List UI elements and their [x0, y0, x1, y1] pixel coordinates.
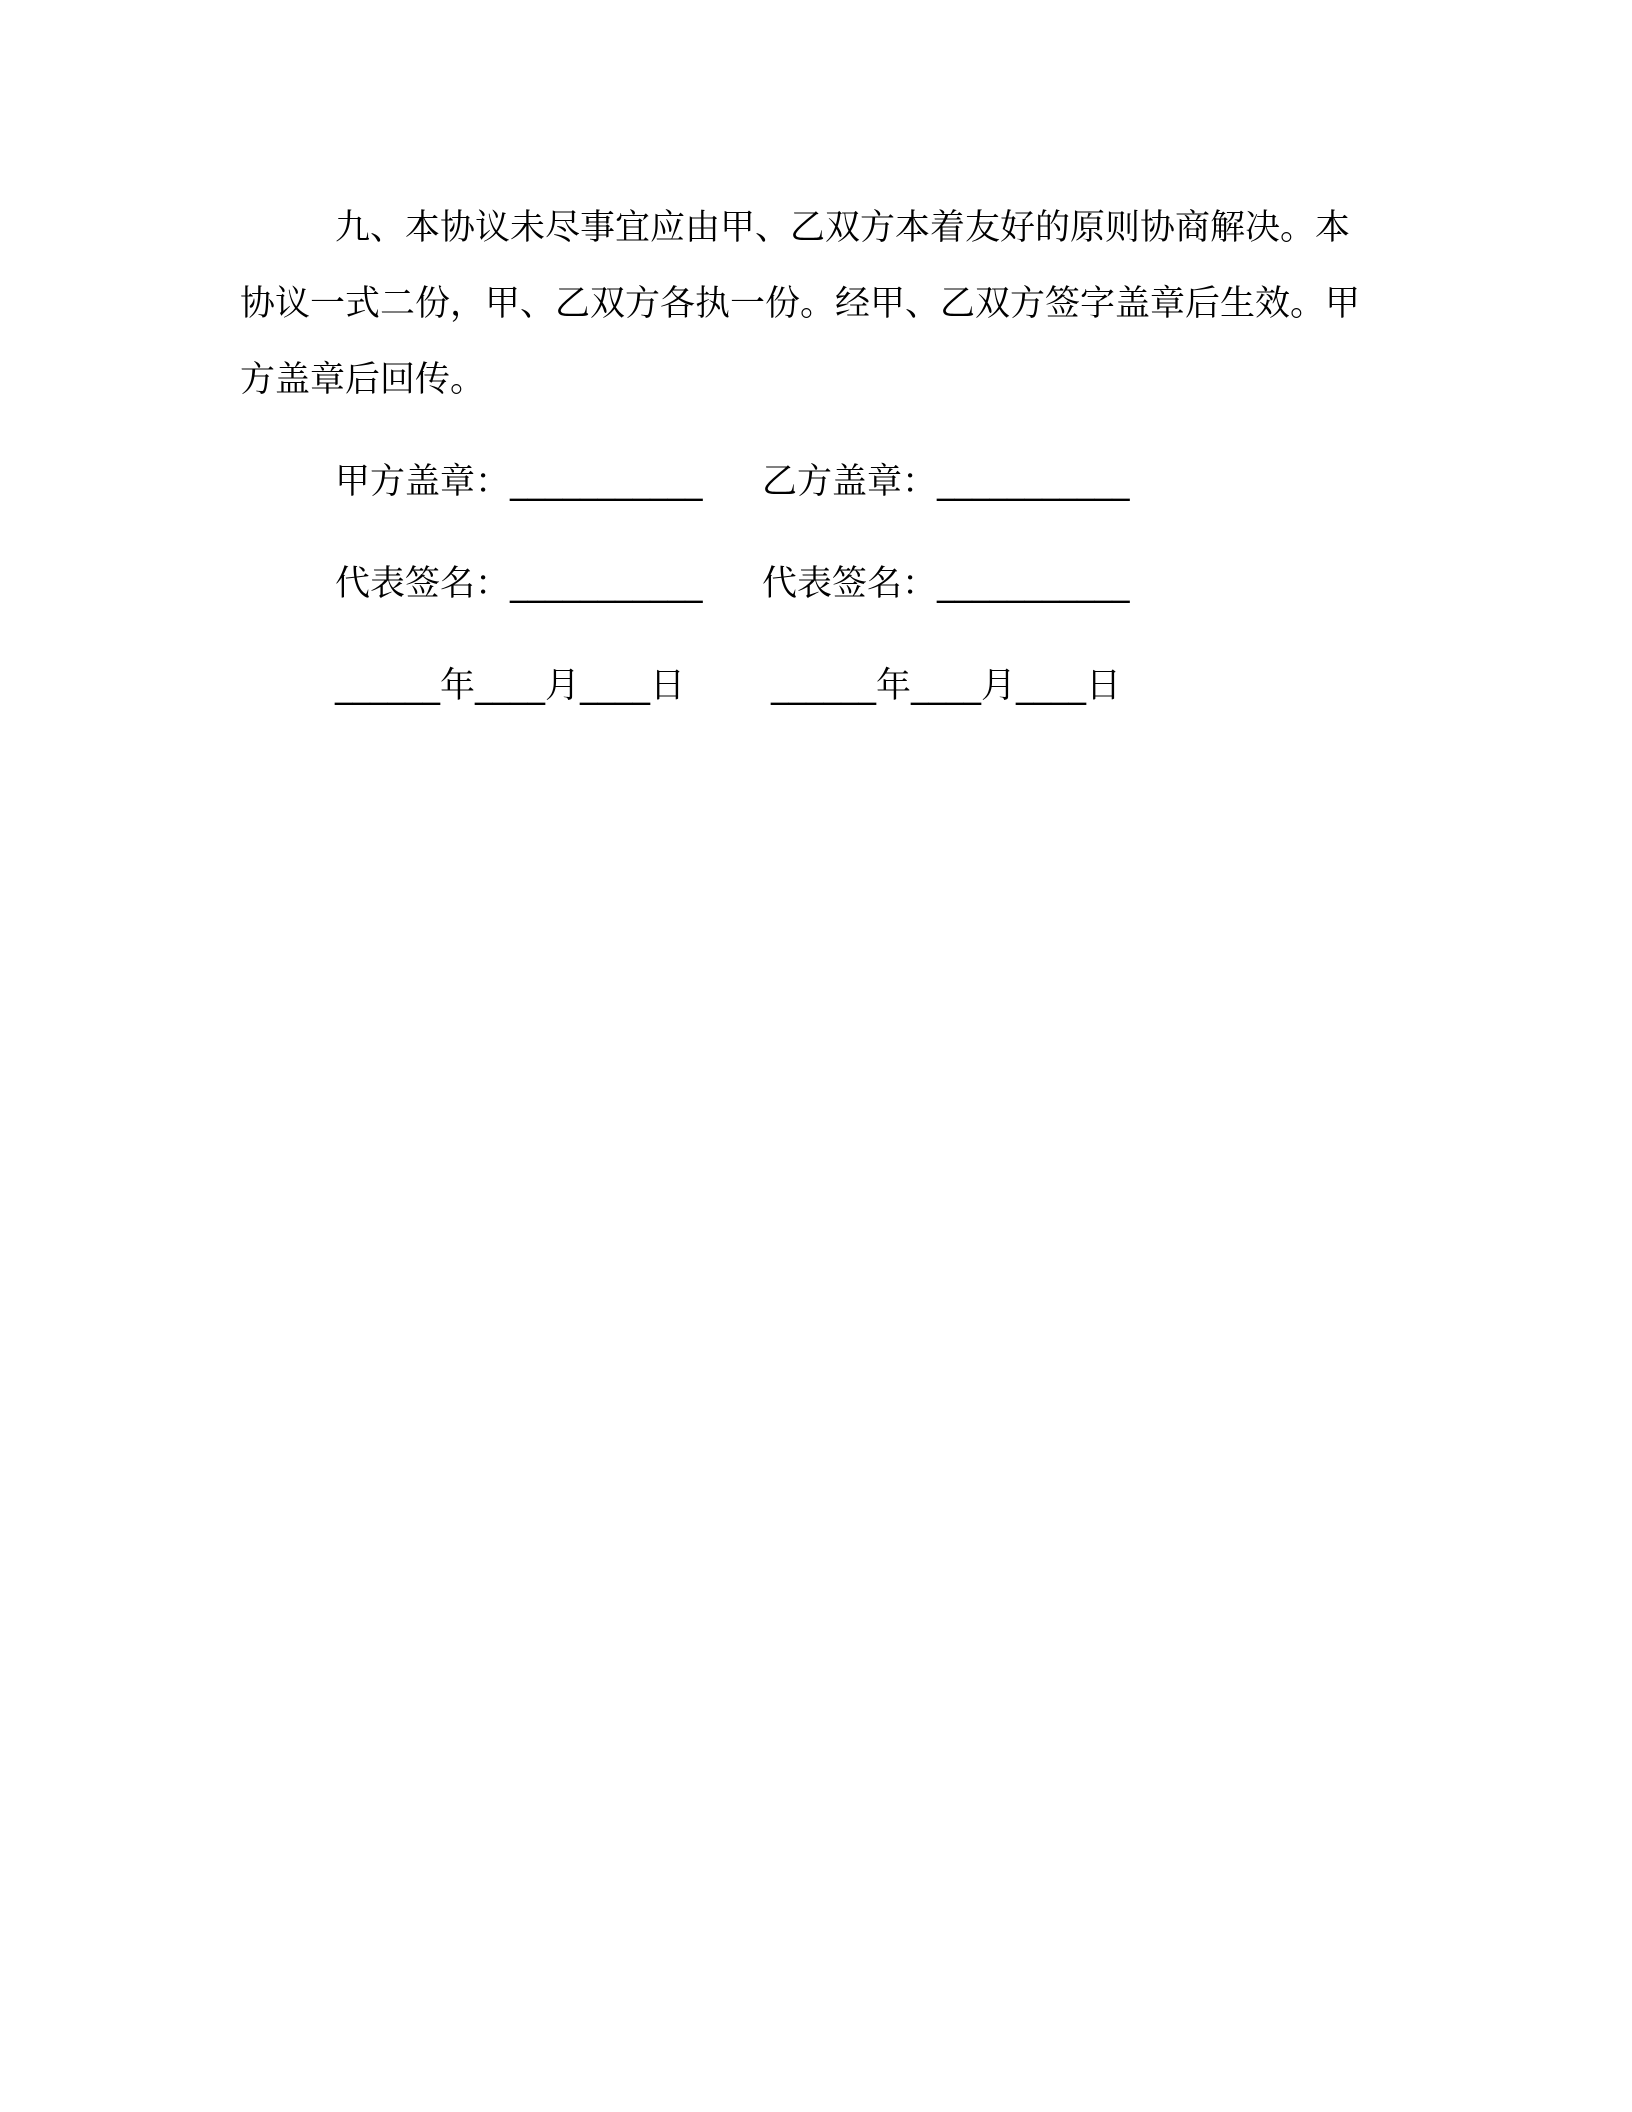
date-row: [335, 660, 1235, 740]
clause-nine-paragraph: 九、本协议未尽事宜应由甲、乙双方本着友好的原则协商解决。本协议一式二份，甲、乙双方各执一份。经甲、乙双方签字盖章后生效。甲方盖章后回传。: [240, 208, 1361, 400]
party-b-date-field: ______年____月____日: [771, 666, 1122, 706]
representative-row: [335, 558, 1235, 660]
party-a-seal-field: 甲方盖章：___________: [335, 462, 703, 502]
party-a-representative-field: 代表签名：___________: [335, 564, 703, 604]
party-b-representative-field: 代表签名：___________: [762, 564, 1130, 604]
party-a-date-field: ______年____月____日: [335, 666, 686, 706]
party-b-seal-field: 乙方盖章：___________: [762, 462, 1130, 502]
signature-block: [335, 456, 1235, 740]
seal-row: [335, 456, 1235, 558]
